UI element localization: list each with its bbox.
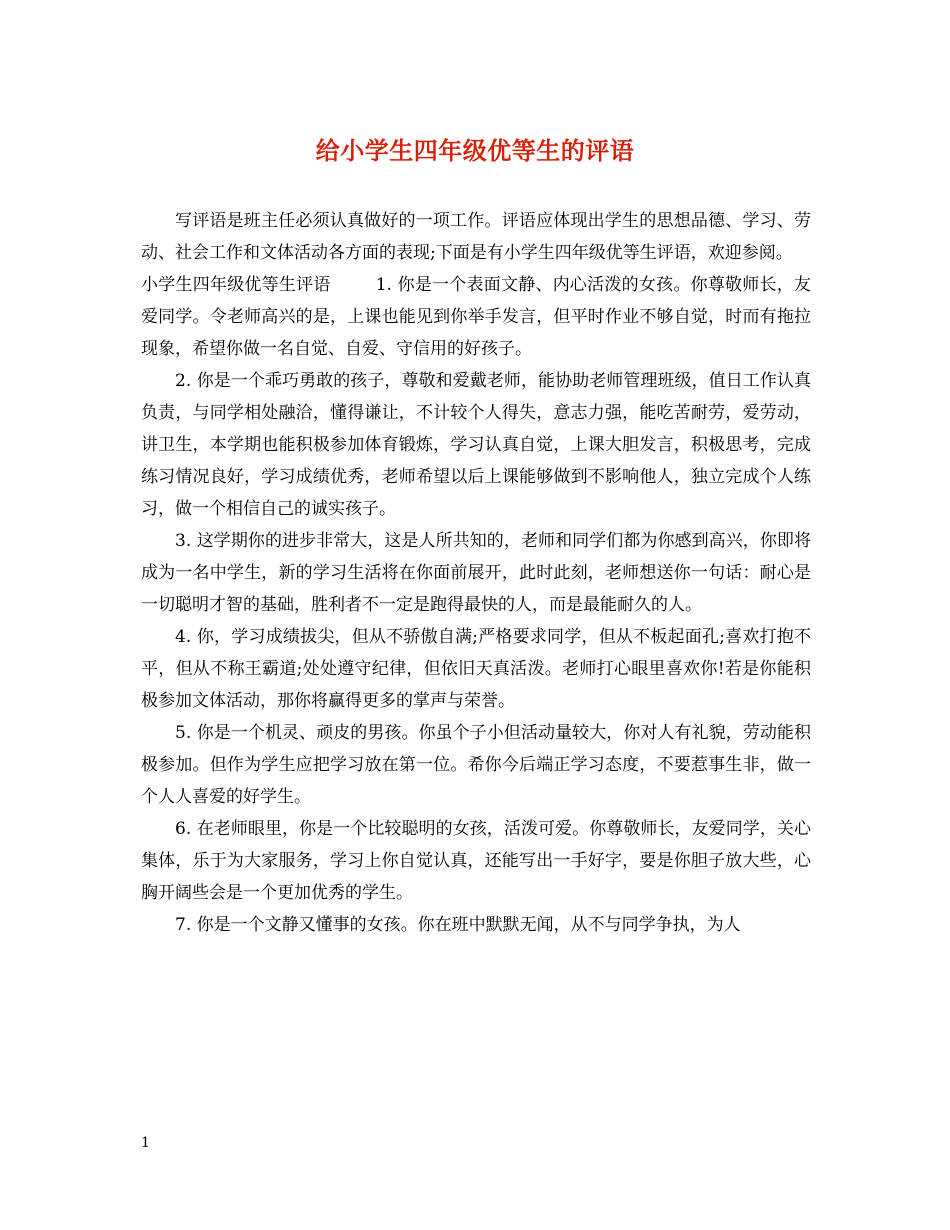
comment-item-7: 7. 你是一个文静又懂事的女孩。你在班中默默无闻，从不与同学争执，为人 — [175, 915, 741, 935]
comment-item-1: 1. 你是一个表面文静、内心活泼的女孩。你尊敬师长，友爱同学。令老师高兴的是，上课也能见到你举手发言，但平时作业不够自觉，时而有拖拉现象，希望你做一名自觉、自爱、守信用的好孩子。 — [141, 275, 812, 359]
comment-item-5: 5. 你是一个机灵、顽皮的男孩。你虽个子小但活动量较大，你对人有礼貌，劳动能积极参加。但作为学生应把学习放在第一位。希你今后端正学习态度，不要惹事生非，做一个人人喜爱的好学生。 — [141, 723, 811, 807]
section-paragraph — [141, 269, 811, 365]
comment-item-3: 3. 这学期你的进步非常大，这是人所共知的，老师和同学们都为你感到高兴，你即将成为一名中学生，新的学习生活将在你面前展开，此时此刻，老师想送你一句话：耐心是一切聪明才智的基础，胜利者不一定是跑得最快的人，而是最能耐久的人。 — [141, 531, 811, 615]
intro-paragraph: 写评语是班主任必须认真做好的一项工作。评语应体现出学生的思想品德、学习、劳动、社会工作和文体活动各方面的表现;下面是有小学生四年级优等生评语，欢迎参阅。 — [141, 211, 811, 263]
page-number: 1 — [141, 1135, 150, 1151]
page-title: 给小学生四年级优等生的评语 — [315, 136, 635, 165]
comment-item-2: 2. 你是一个乖巧勇敢的孩子，尊敬和爱戴老师，能协助老师管理班级，值日工作认真负责，与同学相处融洽，懂得谦让，不计较个人得失，意志力强，能吃苦耐劳，爱劳动，讲卫生，本学期也能积极参加体育锻炼，学习认真自觉，上课大胆发言，积极思考，完成练习情况良好，学习成绩优秀，老师希望以后上课能够做到不影响他人，独立完成个人练习，做一个相信自己的诚实孩子。 — [141, 371, 811, 519]
comment-item-4: 4. 你，学习成绩拔尖，但从不骄傲自满;严格要求同学，但从不板起面孔;喜欢打抱不平，但从不称王霸道;处处遵守纪律，但依旧天真活泼。老师打心眼里喜欢你!若是你能积极参加文体活动，那你将赢得更多的掌声与荣誉。 — [141, 627, 811, 711]
comment-item-6: 6. 在老师眼里，你是一个比较聪明的女孩，活泼可爱。你尊敬师长，友爱同学，关心集体，乐于为大家服务，学习上你自觉认真，还能写出一手好字，要是你胆子放大些，心胸开阔些会是一个更加优秀的学生。 — [141, 819, 811, 903]
section-heading: 小学生四年级优等生评语 — [141, 275, 331, 295]
document-body — [141, 205, 811, 941]
